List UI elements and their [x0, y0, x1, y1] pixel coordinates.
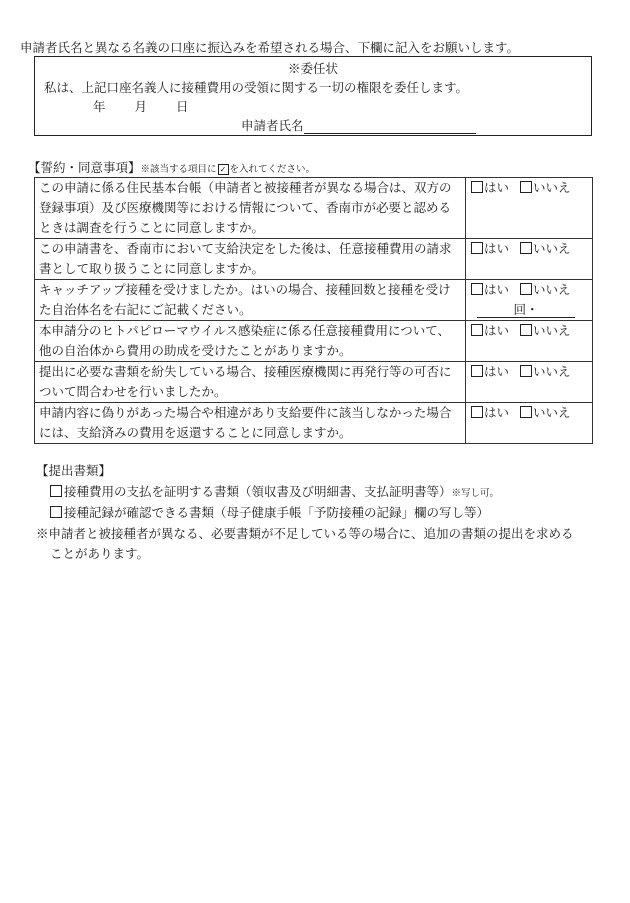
document-item — [50, 503, 489, 521]
document-text: 接種記録が確認できる書類（母子健康手帳「予防接種の記録」欄の写し等） — [64, 505, 490, 520]
delegation-body: 私は、上記口座名義人に接種費用の受領に関する一切の権限を委任します。 — [44, 80, 469, 95]
documents-remark — [36, 524, 616, 564]
consent-answer — [466, 403, 593, 444]
vaccination-count-field[interactable]: 回・ — [477, 302, 575, 318]
consent-question: この申請に係る住民基本台帳（申請者と被接種者が異なる場合は、双方の登録事項）及び医療機関等における情報について、香南市が必要と認めるときは調査を行うことに同意しますか。 — [35, 178, 466, 239]
yes-checkbox[interactable] — [471, 365, 483, 377]
no-option[interactable] — [520, 282, 571, 297]
yes-label: はい — [484, 364, 510, 379]
signature-label: 申請者氏名 — [241, 118, 304, 133]
date-month-label: 月 — [134, 99, 148, 114]
no-option[interactable] — [520, 405, 571, 420]
yes-option[interactable] — [471, 282, 509, 297]
consent-answer — [466, 178, 593, 239]
yes-label: はい — [484, 405, 510, 420]
no-checkbox[interactable] — [520, 406, 532, 418]
intro-text: 申請者氏名と異なる名義の口座に振込みを希望される場合、下欄に記入をお願いします。 — [20, 40, 520, 55]
yes-option[interactable] — [471, 323, 509, 338]
date-year-label: 年 — [93, 99, 106, 114]
consent-row — [35, 280, 593, 321]
consent-table — [34, 177, 593, 444]
delegation-title: ※委任状 — [287, 61, 338, 76]
consent-row — [35, 178, 593, 239]
document-checkbox[interactable] — [50, 485, 62, 497]
no-checkbox[interactable] — [520, 324, 532, 336]
consent-section-title — [28, 158, 315, 176]
consent-answer — [466, 321, 593, 362]
no-checkbox[interactable] — [520, 242, 532, 254]
remark-line-2: ことがあります。 — [50, 546, 150, 561]
no-label: いいえ — [533, 364, 571, 379]
consent-question: この申請書を、香南市において支給決定をした後は、任意接種費用の請求書として取り扱うことに同意しますか。 — [35, 239, 466, 280]
consent-note-suffix: を入れてください。 — [229, 164, 316, 175]
yes-checkbox[interactable] — [471, 406, 483, 418]
no-label: いいえ — [533, 323, 571, 338]
checkmark-icon: ✓ — [218, 164, 229, 175]
consent-answer — [466, 280, 593, 321]
yes-option[interactable] — [471, 241, 509, 256]
signature-line[interactable] — [304, 119, 476, 134]
consent-row — [35, 239, 593, 280]
no-option[interactable] — [520, 323, 571, 338]
no-option[interactable] — [520, 180, 571, 195]
yes-label: はい — [484, 282, 510, 297]
no-label: いいえ — [533, 180, 571, 195]
consent-question: 本申請分のヒトパピローマウイルス感染症に係る任意接種費用について、他の自治体から費用の助成を受けたことがありますか。 — [35, 321, 466, 362]
documents-title: 【提出書類】 — [36, 463, 112, 478]
yes-label: はい — [484, 323, 510, 338]
no-checkbox[interactable] — [520, 181, 532, 193]
yes-checkbox[interactable] — [471, 181, 483, 193]
document-checkbox[interactable] — [50, 506, 62, 518]
consent-row — [35, 362, 593, 403]
no-label: いいえ — [533, 405, 571, 420]
consent-row — [35, 321, 593, 362]
no-checkbox[interactable] — [520, 365, 532, 377]
yes-option[interactable] — [471, 180, 509, 195]
document-text: 接種費用の支払を証明する書類（領収書及び明細書、支払証明書等） — [64, 484, 452, 499]
consent-answer — [466, 362, 593, 403]
document-note: ※写し可。 — [451, 488, 500, 499]
consent-answer — [466, 239, 593, 280]
consent-row — [35, 403, 593, 444]
consent-question: 提出に必要な書類を紛失している場合、接種医療機関に再発行等の可否について問合わせを行いましたか。 — [35, 362, 466, 403]
date-day-label: 日 — [176, 99, 189, 114]
delegation-date — [93, 97, 214, 115]
yes-checkbox[interactable] — [471, 242, 483, 254]
yes-checkbox[interactable] — [471, 324, 483, 336]
consent-note-prefix: ※該当する項目に — [140, 164, 217, 175]
consent-question: キャッチアップ接種を受けましたか。はいの場合、接種回数と接種を受けた自治体名を右記にご記載ください。 — [35, 280, 466, 321]
no-checkbox[interactable] — [520, 283, 532, 295]
yes-option[interactable] — [471, 405, 509, 420]
no-label: いいえ — [533, 282, 571, 297]
yes-checkbox[interactable] — [471, 283, 483, 295]
yes-option[interactable] — [471, 364, 509, 379]
yes-label: はい — [484, 180, 510, 195]
no-option[interactable] — [520, 364, 571, 379]
document-item — [50, 482, 499, 500]
yes-label: はい — [484, 241, 510, 256]
remark-line-1: ※申請者と被接種者が異なる、必要書類が不足している等の場合に、追加の書類の提出を求める — [36, 526, 574, 541]
signature-row — [241, 116, 476, 134]
consent-title: 【誓約・同意事項】 — [28, 160, 141, 175]
no-option[interactable] — [520, 241, 571, 256]
consent-question: 申請内容に偽りがあった場合や相違があり支給要件に該当しなかった場合には、支給済みの費用を返還することに同意しますか。 — [35, 403, 466, 444]
no-label: いいえ — [533, 241, 571, 256]
delegation-box — [34, 56, 592, 136]
consent-note — [141, 164, 316, 175]
